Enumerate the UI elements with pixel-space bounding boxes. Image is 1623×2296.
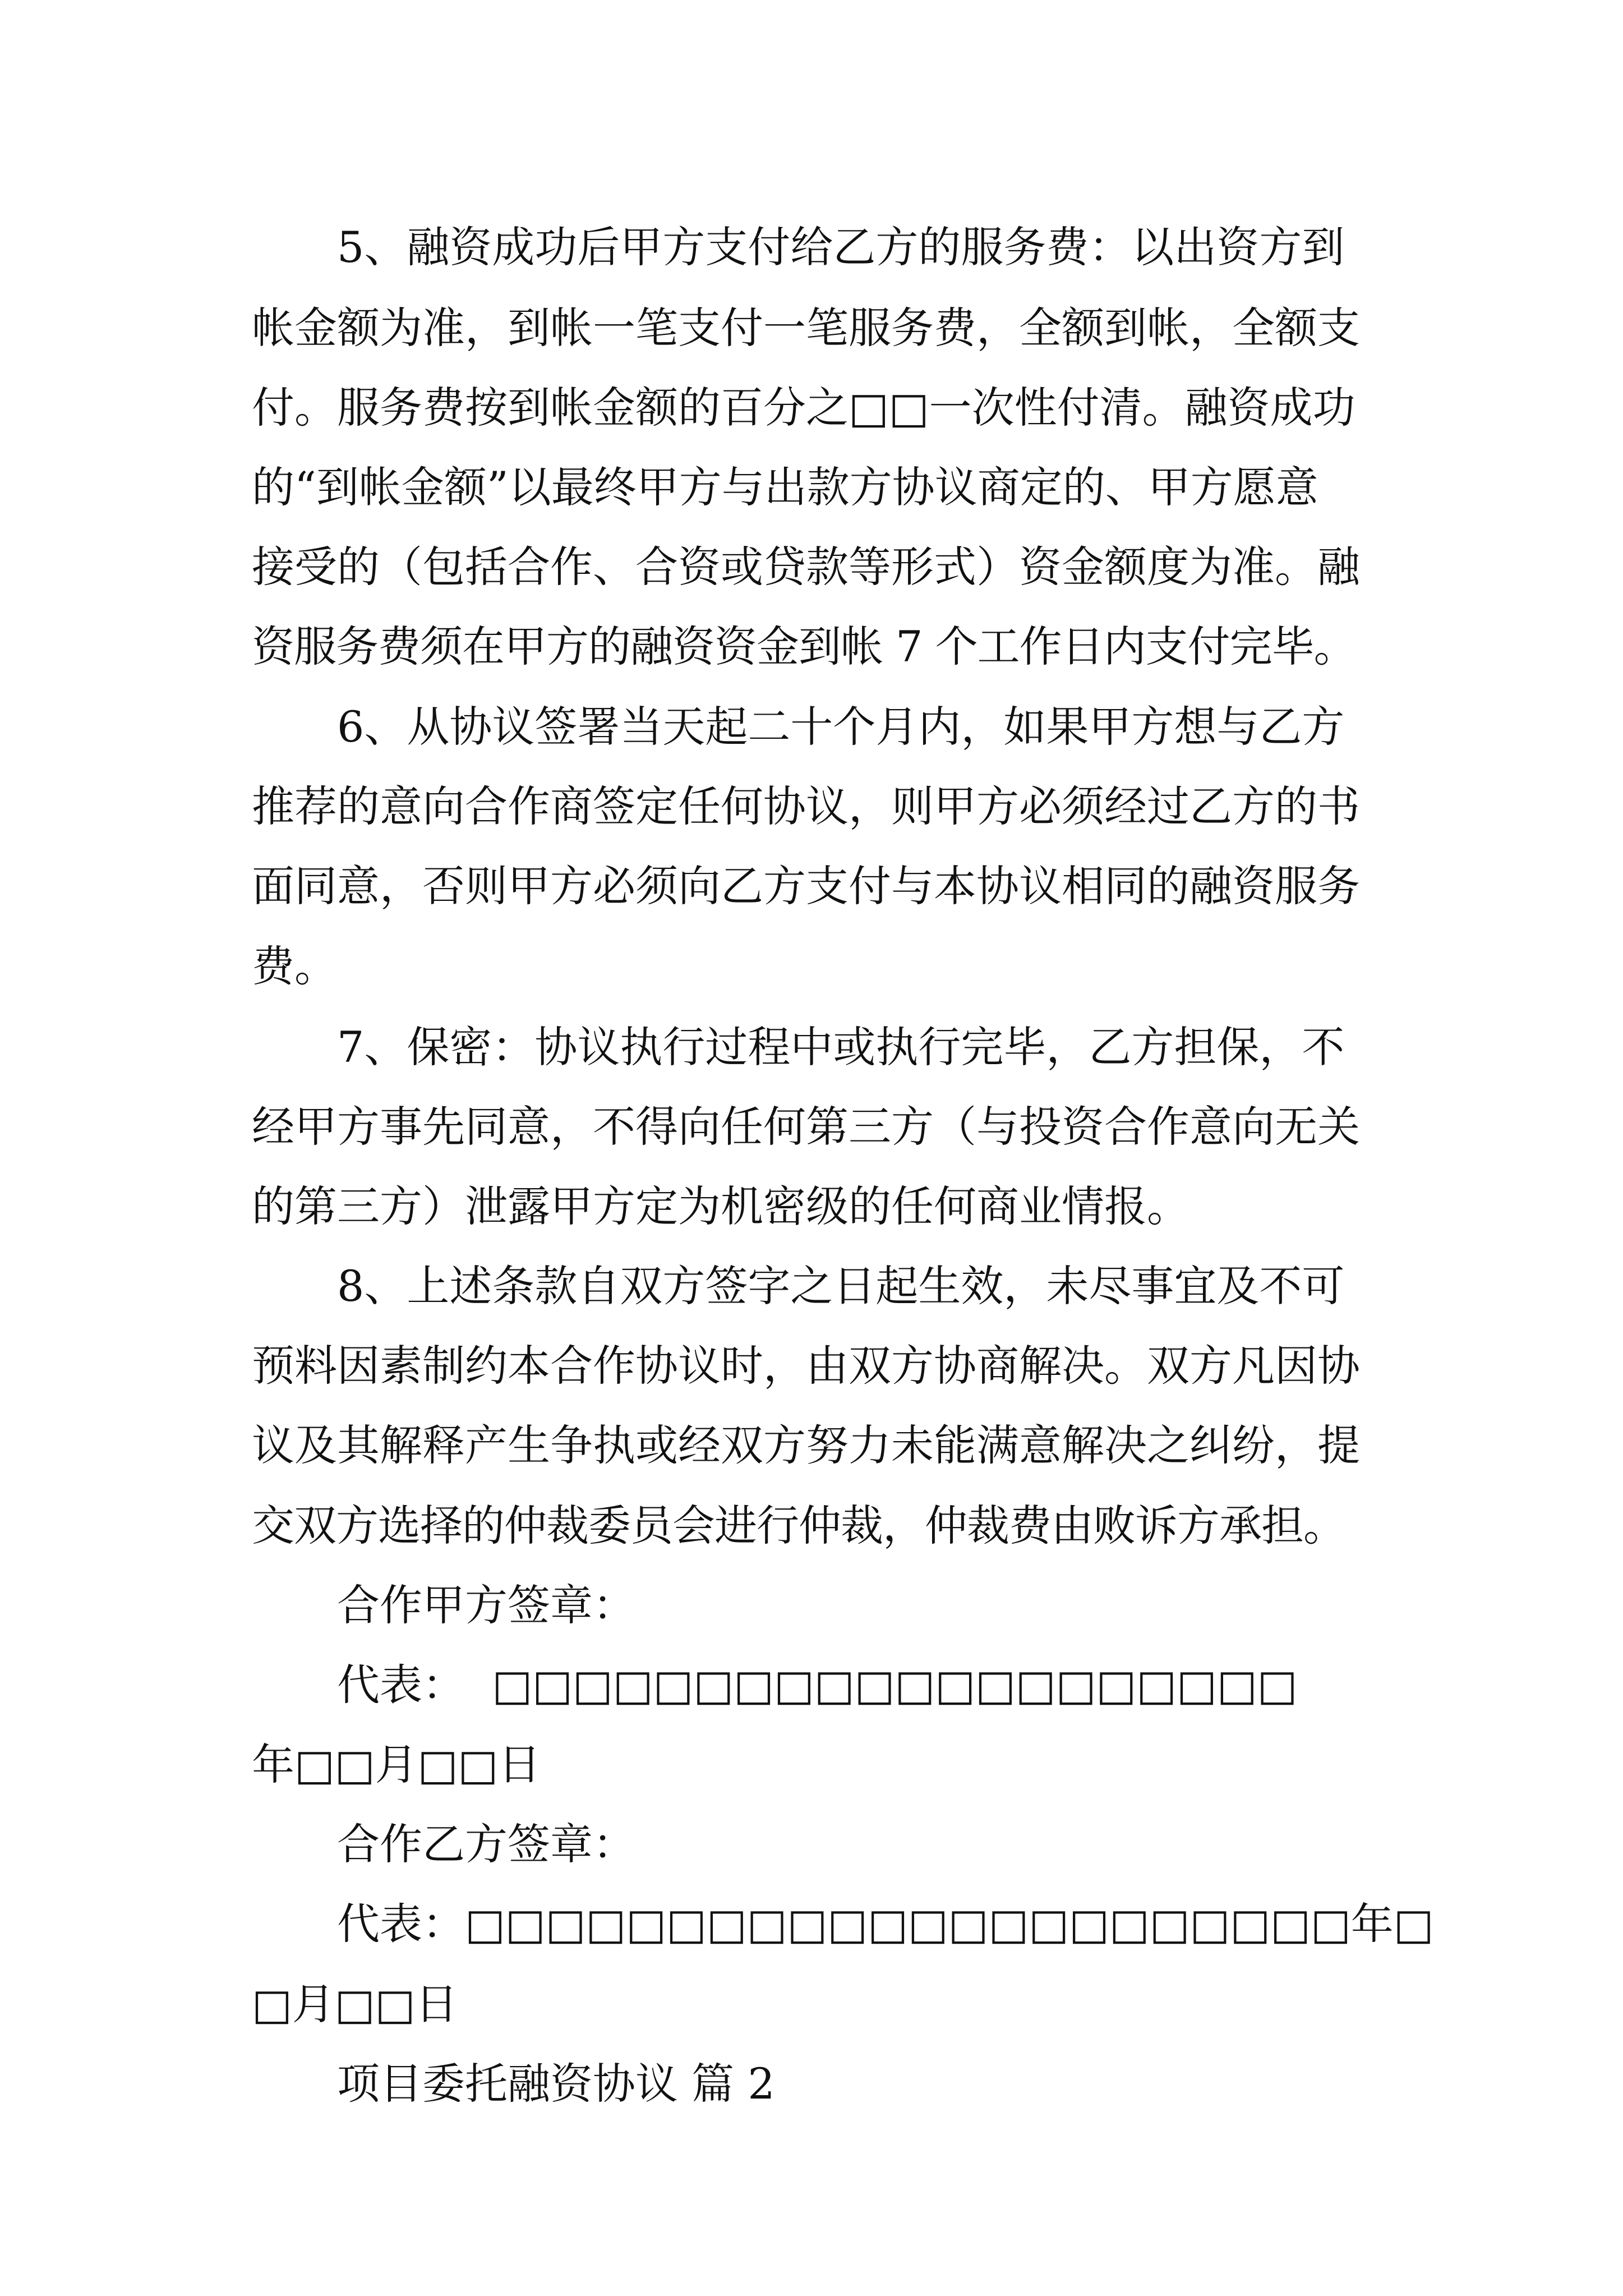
party-b-signature-label: 合作乙方签章： — [337, 1819, 635, 1869]
party-b-representative-line: 代表：□□□□□□□□□□□□□□□□□□□□□□年□ — [337, 1899, 1434, 1949]
clause-7-line-2: 经甲方事先同意，不得向任何第三方（与投资合作意向无关 — [252, 1102, 1360, 1152]
clause-5-line-3: 付。服务费按到帐金额的百分之□□一次性付清。融资成功 — [252, 383, 1355, 432]
clause-6-line-3: 面同意，否则甲方必须向乙方支付与本协议相同的融资服务 — [252, 861, 1360, 911]
party-b-date-line: □月□□日 — [252, 1979, 458, 2029]
clause-6-line-2: 推荐的意向合作商签定任何协议，则甲方必须经过乙方的书 — [252, 781, 1360, 831]
clause-7-line-3: 的第三方）泄露甲方定为机密级的任何商业情报。 — [252, 1181, 1189, 1231]
clause-8-line-3: 议及其解释产生争执或经双方努力未能满意解决之纠纷，提 — [252, 1420, 1360, 1470]
clause-6-line-4: 费。 — [252, 941, 337, 991]
section-heading: 项目委托融资协议 篇 2 — [337, 2059, 775, 2109]
clause-5-line-1: 5、融资成功后甲方支付给乙方的服务费：以出资方到 — [337, 222, 1345, 272]
clause-8-line-2: 预料因素制约本合作协议时，由双方协商解决。双方凡因协 — [252, 1341, 1360, 1391]
clause-5-line-5: 接受的（包括合作、合资或贷款等形式）资金额度为准。融 — [252, 542, 1360, 592]
clause-8-line-4: 交双方选择的仲裁委员会进行仲裁，仲裁费由败诉方承担。 — [252, 1501, 1345, 1550]
party-a-representative-line: 代表： □□□□□□□□□□□□□□□□□□□□ — [337, 1660, 1298, 1710]
clause-5-line-2: 帐金额为准，到帐一笔支付一笔服务费，全额到帐，全额支 — [252, 303, 1360, 353]
party-a-date-line: 年□□月□□日 — [252, 1740, 541, 1789]
clause-6-line-1: 6、从协议签署当天起二十个月内，如果甲方想与乙方 — [337, 702, 1345, 752]
clause-7-line-1: 7、保密：协议执行过程中或执行完毕，乙方担保，不 — [337, 1022, 1345, 1072]
clause-8-line-1: 8、上述条款自双方签字之日起生效，未尽事宜及不可 — [337, 1261, 1345, 1311]
clause-5-line-4: 的“到帐金额”以最终甲方与出款方协议商定的、甲方愿意 — [252, 462, 1318, 512]
clause-5-line-6: 资服务费须在甲方的融资资金到帐 7 个工作日内支付完毕。 — [252, 622, 1356, 671]
party-a-signature-label: 合作甲方签章： — [337, 1580, 635, 1630]
